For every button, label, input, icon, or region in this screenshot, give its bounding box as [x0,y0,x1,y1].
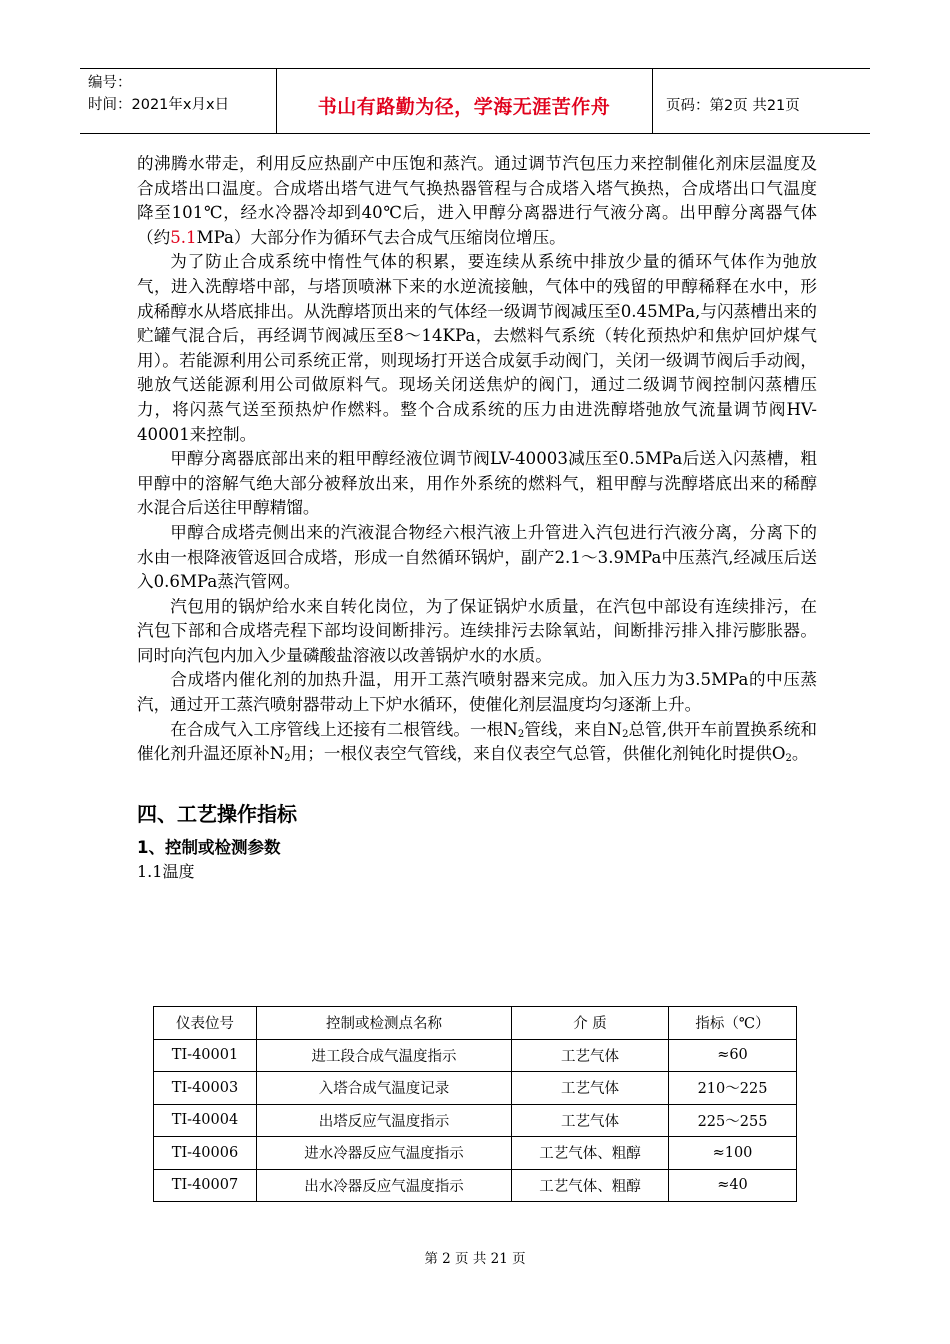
table-cell: TI-40007 [154,1169,257,1202]
table-header-row [154,1007,797,1040]
table-cell: 工艺气体 [512,1039,669,1072]
table-cell: 进水冷器反应气温度指示 [257,1137,512,1170]
column-header: 控制或检测点名称 [257,1007,512,1040]
table-cell: 225～255 [669,1104,797,1137]
document-body [137,152,817,883]
table-cell: TI-40006 [154,1137,257,1170]
table-cell: 进工段合成气温度指示 [257,1039,512,1072]
table-cell: 出水冷器反应气温度指示 [257,1169,512,1202]
table-cell: 工艺气体、粗醇 [512,1137,669,1170]
header-bottom-rule [80,133,870,134]
subsection-heading: 1、控制或检测参数 [137,837,281,857]
header-divider [652,68,653,134]
header-top-rule [80,68,870,69]
header-page-label: 页码：第2页 共21页 [666,98,800,114]
table-cell: ≈60 [669,1039,797,1072]
table-row [154,1137,797,1170]
header-motto: 书山有路勤为径，学海无涯苦作舟 [317,96,611,118]
page-footer: 第 2 页 共 21 页 [424,1251,526,1267]
table-cell: ≈40 [669,1169,797,1202]
table-cell: TI-40004 [154,1104,257,1137]
page-header [80,68,870,134]
table-cell: 入塔合成气温度记录 [257,1072,512,1105]
table-cell: 工艺气体、粗醇 [512,1169,669,1202]
temperature-table [153,1006,797,1202]
paragraph: 甲醇分离器底部出来的粗甲醇经液位调节阀LV-40003减压至0.5MPa后送入闪蒸槽，粗甲醇中的溶解气绝大部分被释放出来，用作外系统的燃料气，粗甲醇与洗醇塔底出来的稀醇水混合后送往甲醇精馏。 [137,449,817,518]
paragraph: 在合成气入工序管线上还接有二根管线。一根$N_2$管线，来自$N_2$总管,供开车前置换系统和催化剂升温还原补$N_2$用；一根仪表空气管线，来自仪表空气总管，供催化剂钝化时提供$O_2$。 [137,719,817,765]
table-row [154,1104,797,1137]
table-cell: 工艺气体 [512,1072,669,1105]
table-cell: 工艺气体 [512,1104,669,1137]
highlight-value: 5.1 [170,227,197,247]
section-heading: 四、工艺操作指标 [137,801,297,826]
table-cell: 210～225 [669,1072,797,1105]
paragraph: 合成塔内催化剂的加热升温，用开工蒸汽喷射器来完成。加入压力为3.5MPa的中压蒸汽，通过开工蒸汽喷射器带动上下炉水循环，使催化剂层温度均匀逐渐上升。 [137,670,817,715]
column-header: 仪表位号 [154,1007,257,1040]
paragraph: 的沸腾水带走，利用反应热副产中压饱和蒸汽。通过调节汽包压力来控制催化剂床层温度及合成塔出口温度。合成塔出塔气进气气换热器管程与合成塔入塔气换热，合成塔出口气温度降至101℃，经水冷器冷却到40℃后，进入甲醇分离器进行气液分离。出甲醇分离器气体（约5.1MPa）大部分作为循环气去合成气压缩岗位增压。 [137,154,817,247]
paragraph: 汽包用的锅炉给水来自转化岗位，为了保证锅炉水质量，在汽包中部设有连续排污，在汽包下部和合成塔壳程下部均设间断排污。连续排污去除氧站，间断排污排入排污膨胀器。同时向汽包内加入少量磷酸盐溶液以改善锅炉水的水质。 [137,596,817,665]
paragraph: 甲醇合成塔壳侧出来的汽液混合物经六根汽液上升管进入汽包进行汽液分离，分离下的水由一根降液管返回合成塔，形成一自然循环锅炉，副产2.1～3.9MPa中压蒸汽,经减压后送入0.6MPa蒸汽管网。 [137,522,817,592]
column-header: 指标（℃） [669,1007,797,1040]
table-row [154,1072,797,1105]
table-cell: TI-40001 [154,1039,257,1072]
subsubsection-heading: 1.1温度 [137,861,195,881]
doc-number-label: 编号： [88,75,132,91]
paragraph: 为了防止合成系统中惰性气体的积累，要连续从系统中排放少量的循环气体作为弛放气，进入洗醇塔中部，与塔顶喷淋下来的水逆流接触，气体中的残留的甲醇稀释在水中，形成稀醇水从塔底排出。从洗醇塔顶出来的气体经一级调节阀减压至0.45MPa,与闪蒸槽出来的贮罐气混合后，再经调节阀减压至8～14KPa，去燃料气系统（转化预热炉和焦炉回炉煤气用）。若能源利用公司系统正常，则现场打开送合成氨手动阀门，关闭一级调节阀后手动阀，驰放气送能源利用公司做原料气。现场关闭送焦炉的阀门，通过二级调节阀控制闪蒸槽压力，将闪蒸气送至预热炉作燃料。整个合成系统的压力由进洗醇塔弛放气流量调节阀HV-40001来控制。 [137,252,817,444]
doc-time-label: 时间：2021年x月x日 [88,97,230,113]
table-row [154,1169,797,1202]
table-row [154,1039,797,1072]
table-cell: TI-40003 [154,1072,257,1105]
header-meta [88,72,229,116]
table-cell: 出塔反应气温度指示 [257,1104,512,1137]
column-header: 介 质 [512,1007,669,1040]
table-cell: ≈100 [669,1137,797,1170]
